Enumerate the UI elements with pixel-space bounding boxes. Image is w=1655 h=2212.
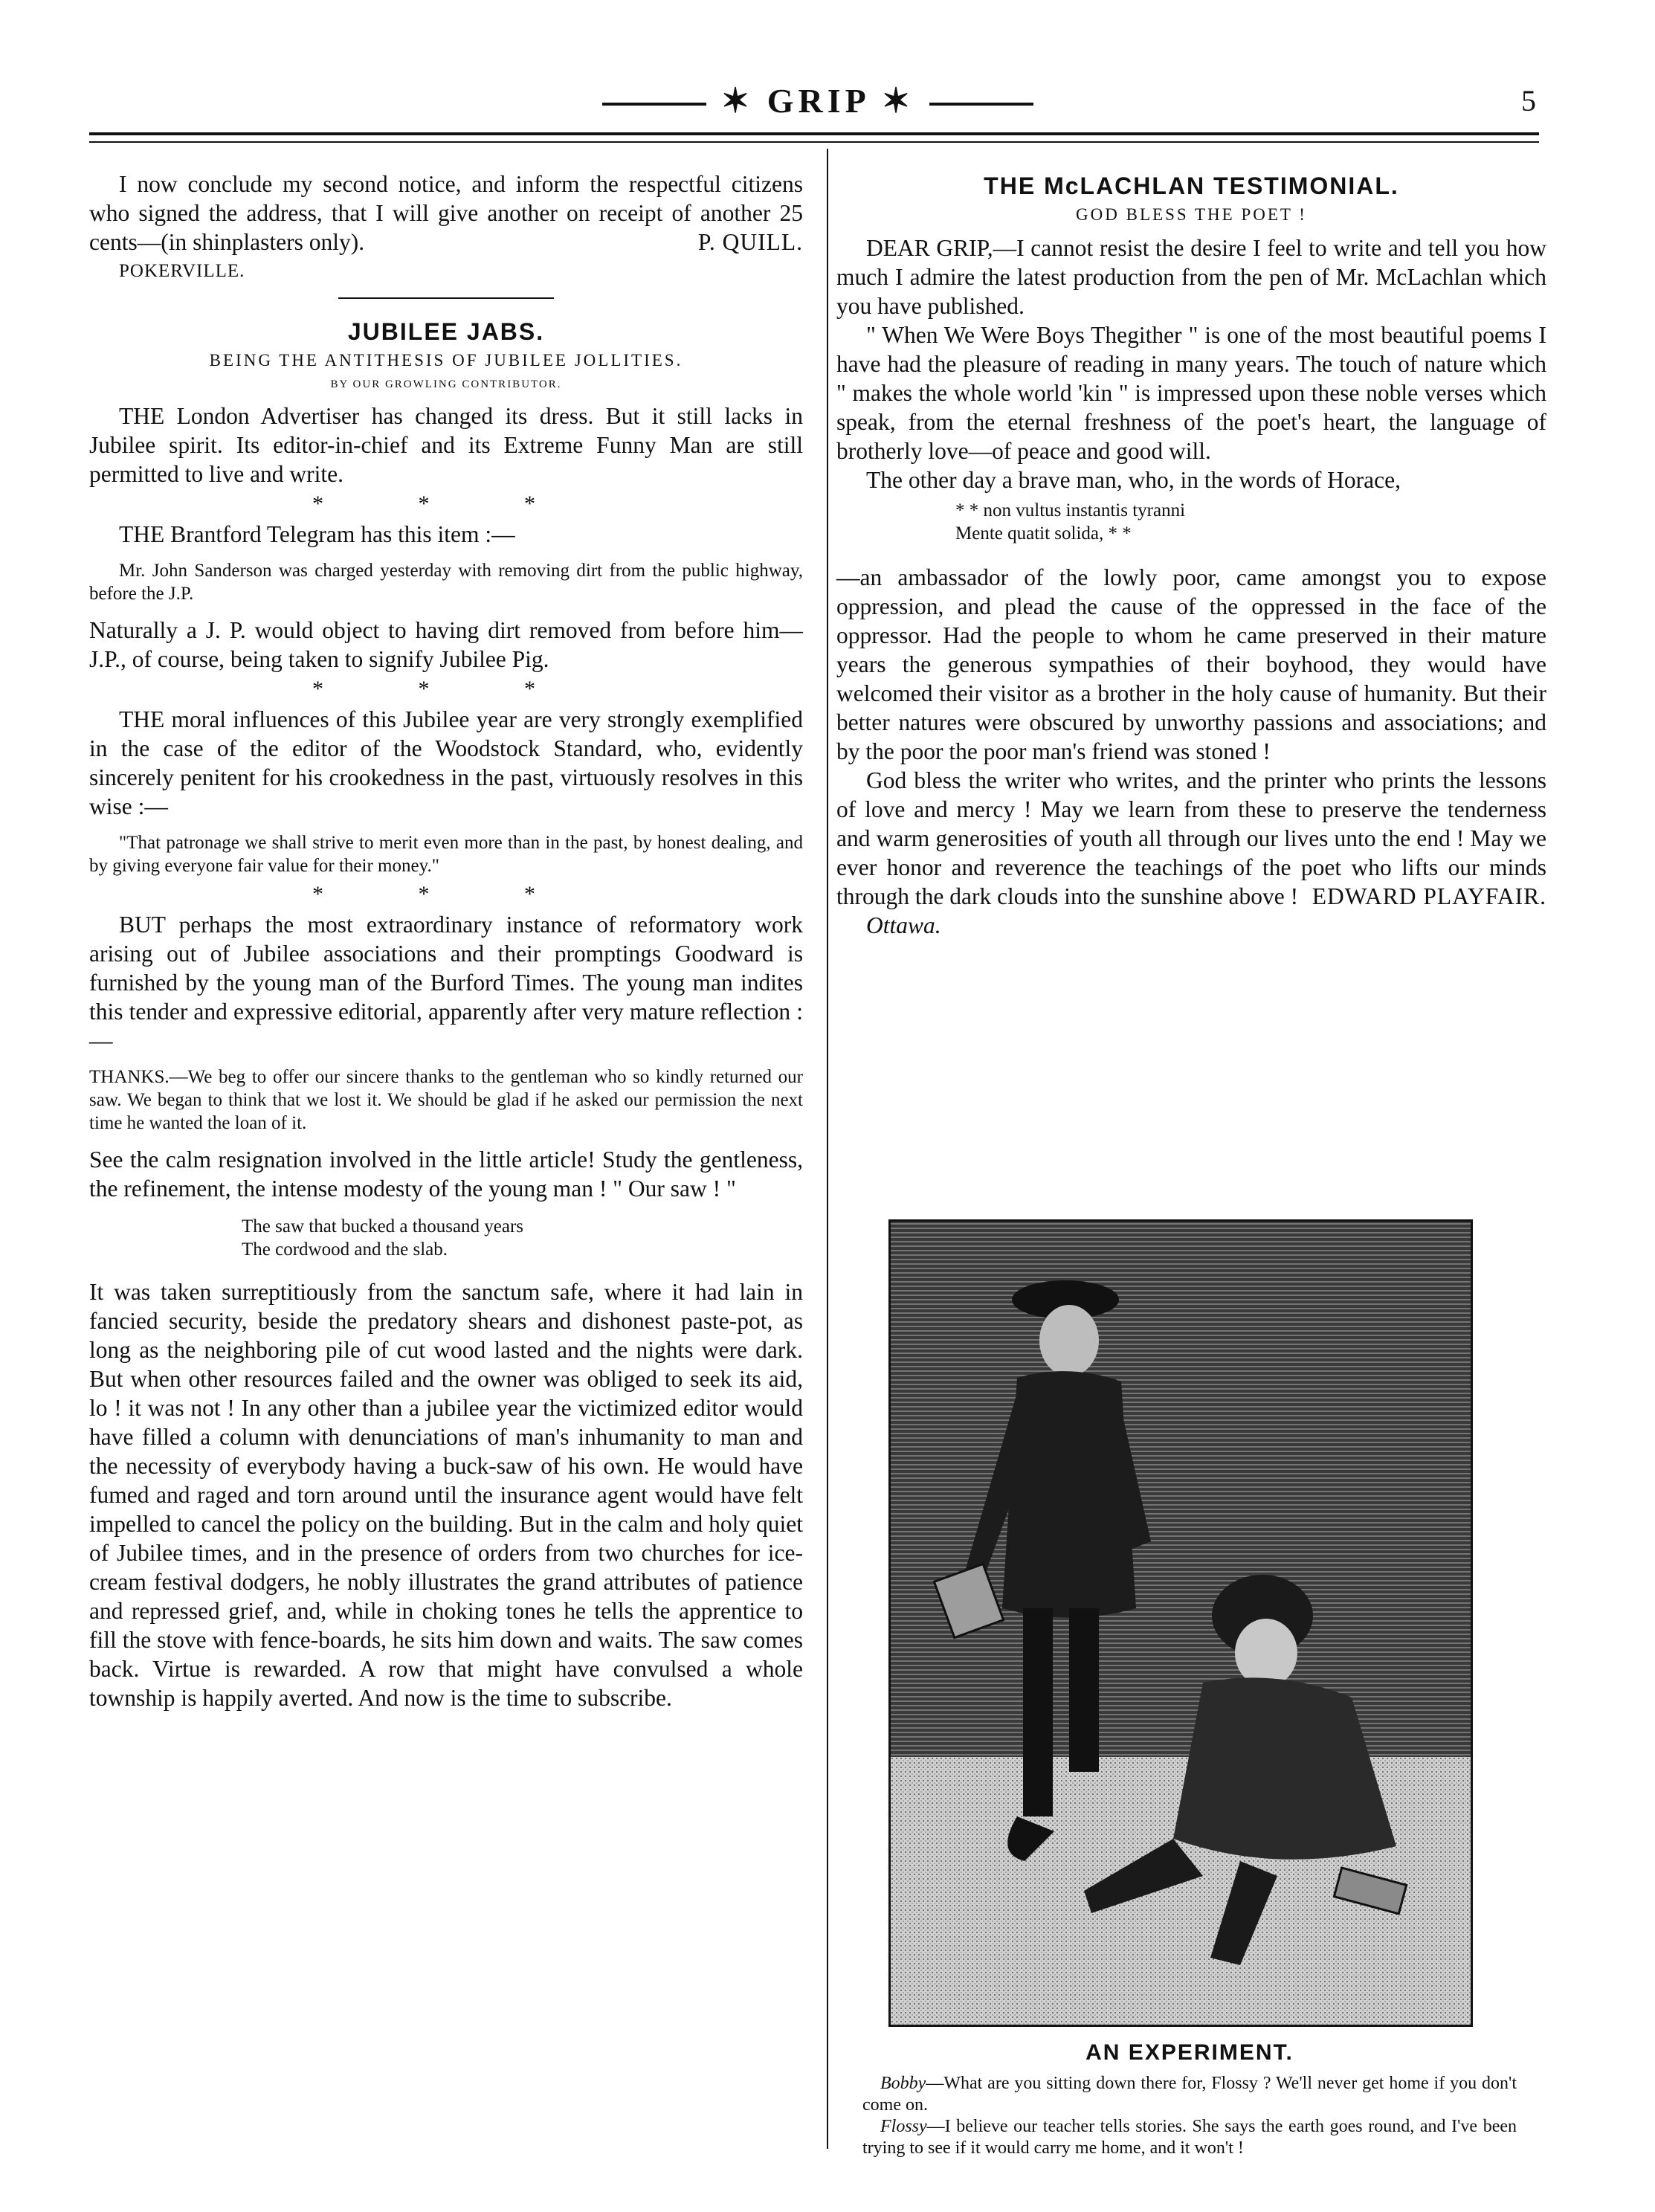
quote-thanks: THANKS.—We beg to offer our sincere thanks to the gentleman who so kindly returned our saw. We began to think that we lost it. We should be glad if he asked our permission the next time he wanted the loan of it.	[89, 1067, 803, 1133]
paragraph-woodstock: THE moral influences of this Jubilee year are very strongly exemplified in the case of the editor of the Woodstock Standard, who, evidently sincerely penitent for his crookedness in the past, virtuously resolves in this wise :—	[89, 706, 803, 819]
speaker-name: Bobby	[880, 2074, 926, 2093]
verse-line: The cordwood and the slab.	[242, 1239, 448, 1260]
latin-quote	[836, 499, 1546, 545]
paragraph-dear-grip: DEAR GRIP,—I cannot resist the desire I feel to write and tell you how much I admire the latest production from the pen of Mr. McLachlan which you have published.	[836, 235, 1546, 319]
paragraph-ambassador: —an ambassador of the lowly poor, came amongst you to expose oppression, and plead the cause of the oppressed in the face of the oppressor. Had the people to whom he came preserved in their mature years the generous sympathies of their boyhood, they would have welcomed their visitor as a brother in the holy cause of humanity. But their better natures were obscured by unworthy passions and associations; and by the poor the poor man's friend was stoned !	[836, 564, 1546, 764]
paragraph-poem-praise: " When We Were Boys Thegither " is one of the most beautiful poems I have had the pleasure of reading in many years. The touch of nature which " makes the whole world 'kin " is impressed upon these noble verses which speak, from the eternal freshness of the poet's heart, the language of brotherly love—of peace and good will.	[836, 322, 1546, 464]
paragraph-jubilee-pig: Naturally a J. P. would object to having dirt removed from before him—J.P., of course, being taken to signify Jubilee Pig.	[89, 617, 803, 672]
publication-title: GRIP	[767, 82, 869, 120]
dialog-text: —I believe our teacher tells stories. She says the earth goes round, and I've been trying to see if it would carry me home, and it won't !	[862, 2117, 1517, 2158]
paragraph-horace: The other day a brave man, who, in the words of Horace,	[866, 467, 1401, 493]
masthead-title	[610, 80, 1026, 122]
testimonial-signature: EDWARD PLAYFAIR.	[1312, 883, 1546, 909]
section-stars: * * *	[312, 882, 580, 906]
testimonial-subheading: GOD BLESS THE POET !	[1076, 205, 1307, 224]
article-byline: BY OUR GROWLING CONTRIBUTOR.	[330, 378, 562, 390]
verse-block	[89, 1215, 803, 1261]
paragraph-burford: BUT perhaps the most extraordinary instance of reformatory work arising out of Jubilee associations and their promptings Goodward is furnished by the young man of the Burford Times. The young man indites this tender and expressive editorial, apparently after very mature reflection :—	[89, 912, 803, 1054]
paragraph-god-bless: God bless the writer who writes, and the printer who prints the lessons of love and mercy ! May we learn from these to preserve the tenderness and warm generosities of youth all through our lives unto the end ! May we ever honor and reverence the teachings of the poet who lifts our minds through the dark clouds into the sunshine above !	[836, 767, 1546, 909]
paragraph-telegram: THE Brantford Telegram has this item :—	[119, 521, 515, 547]
dialog-text: —What are you sitting down there for, Flossy ? We'll never get home if you don't come on.	[862, 2074, 1517, 2115]
intro-paragraph: I now conclude my second notice, and inform the respectful citizens who signed the address, that I will give another on receipt of another 25 cents—(in shinplasters only).	[89, 171, 803, 255]
header-rule-thin	[89, 141, 1539, 143]
verse-line: The saw that bucked a thousand years	[242, 1216, 524, 1236]
testimonial-place: Ottawa.	[866, 912, 941, 938]
masthead	[0, 80, 1655, 125]
left-column	[89, 170, 803, 1712]
paragraph-advertiser: THE London Advertiser has changed its dress. But it still lacks in Jubilee spirit. Its editor-in-chief and its Extreme Funny Man are still permitted to live and write.	[89, 403, 803, 487]
section-divider	[338, 297, 554, 299]
article-subheading: BEING THE ANTITHESIS OF JUBILEE JOLLITIES.	[209, 351, 683, 370]
masthead-right-rule	[929, 103, 1033, 106]
illustration-an-experiment	[888, 1219, 1473, 2027]
header-rule-thick	[89, 132, 1539, 135]
caption-title: AN EXPERIMENT.	[1085, 2040, 1294, 2065]
latin-line: Mente quatit solida, * *	[955, 523, 1132, 544]
article-heading: JUBILEE JABS.	[347, 318, 545, 345]
right-column	[836, 170, 1546, 940]
dialog-flossy	[862, 2116, 1517, 2159]
star-ornament-icon: ✶	[881, 82, 915, 120]
intro-signature: P. QUILL.	[697, 229, 803, 255]
paragraph-resignation: See the calm resignation involved in the little article! Study the gentleness, the refinement, the intense modesty of the young man ! " Our saw ! "	[89, 1147, 803, 1202]
section-stars: * * *	[312, 491, 580, 516]
intro-place: POKERVILLE.	[119, 261, 245, 281]
column-divider	[827, 149, 828, 2149]
testimonial-heading: THE McLACHLAN TESTIMONIAL.	[984, 172, 1399, 199]
star-ornament-icon: ✶	[720, 82, 755, 120]
quote-sanderson: Mr. John Sanderson was charged yesterday with removing dirt from the public highway, before the J.P.	[89, 561, 803, 604]
engraving-illustration	[891, 1222, 1471, 2025]
paragraph-saw-story: It was taken surreptitiously from the sanctum safe, where it had lain in fancied security, beside the predatory shears and dishonest paste-pot, as long as the neighboring pile of cut wood lasted and the nights were dark. But when other resources failed and the owner was obliged to seek its aid, lo ! it was not ! In any other than a jubilee year the victimized editor would have filled a column with denunciations of man's inhumanity to man and the necessity of everybody having a buck-saw of his own. He would have fumed and raged and torn around until the insurance agent would have felt impelled to cancel the policy on the building. But in the calm and holy quiet of Jubilee times, and in the presence of orders from two churches for ice-cream festival dodgers, he nobly illustrates the grand attributes of patience and repressed grief, and, while in choking tones he tells the apprentice to fill the stove with fence-boards, he sits him down and waits. The saw comes back. Virtue is rewarded. A row that might have convulsed a whole township is happily averted. And now is the time to subscribe.	[89, 1279, 803, 1711]
illustration-caption	[862, 2037, 1517, 2159]
dialog-bobby	[862, 2073, 1517, 2116]
page-number: 5	[1521, 84, 1536, 117]
section-stars: * * *	[312, 677, 580, 701]
speaker-name: Flossy	[880, 2117, 927, 2136]
latin-line: * * non vultus instantis tyranni	[955, 500, 1186, 520]
quote-standard: "That patronage we shall strive to merit even more than in the past, by honest dealing, and by giving everyone fair value for their money."	[89, 833, 803, 876]
